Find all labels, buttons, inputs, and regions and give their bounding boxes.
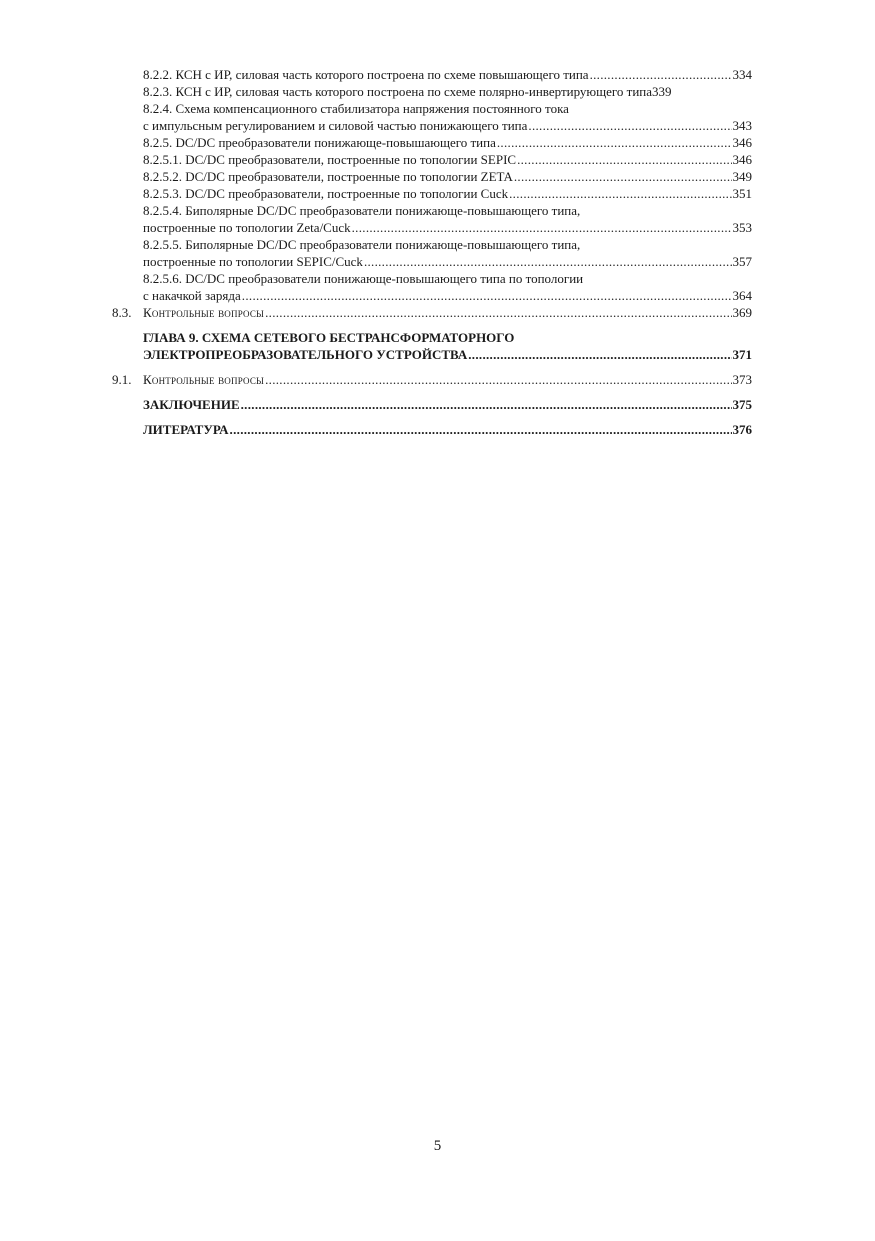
toc-page-number: 346	[732, 152, 752, 167]
toc-page-number: 373	[732, 372, 752, 387]
toc-section-entry	[112, 304, 752, 321]
toc-entry	[112, 219, 752, 236]
dot-leader	[352, 219, 732, 236]
dot-leader	[265, 304, 731, 321]
toc-entry-title: построенные по топологии Zeta/Cuck	[143, 220, 351, 235]
dot-leader	[364, 253, 732, 270]
toc-page-number: 351	[732, 186, 752, 201]
toc-chapter-title-line: ГЛАВА 9. СХЕМА СЕТЕВОГО БЕСТРАНСФОРМАТОРНОГО	[143, 330, 515, 345]
table-of-contents	[112, 66, 752, 438]
toc-chapter-title: ЭЛЕКТРОПРЕОБРАЗОВАТЕЛЬНОГО УСТРОЙСТВА	[143, 347, 468, 362]
toc-page-number: 339	[652, 84, 672, 99]
toc-entry-title: Контрольные вопросы	[143, 372, 265, 387]
toc-section-entry	[112, 371, 752, 388]
dot-leader	[509, 185, 731, 202]
dot-leader	[517, 151, 731, 168]
toc-entry-title-line: 8.2.5.4. Биполярные DC/DC преобразователи понижающе-повышающего типа,	[143, 203, 581, 218]
toc-references-entry	[112, 421, 752, 438]
toc-page-number: 364	[732, 288, 752, 303]
page-number: 5	[433, 1138, 442, 1154]
toc-page-number: 353	[732, 220, 752, 235]
toc-entry-title: 8.2.2. КСН с ИР, силовая часть которого построена по схеме повышающего типа	[143, 67, 589, 82]
toc-chapter-entry	[112, 346, 752, 363]
toc-entry	[112, 66, 752, 83]
toc-page-number: 371	[732, 347, 752, 362]
toc-entry-title: 8.2.5.1. DC/DC преобразователи, построенные по топологии SEPIC	[143, 152, 517, 167]
dot-leader	[241, 396, 732, 413]
toc-section-number: 8.3.	[112, 305, 132, 320]
toc-entry	[112, 134, 752, 151]
toc-page-number: 357	[732, 254, 752, 269]
dot-leader	[468, 346, 731, 363]
toc-entry	[112, 185, 752, 202]
toc-page-number: 369	[732, 305, 752, 320]
dot-leader	[242, 287, 732, 304]
dot-leader	[528, 117, 731, 134]
toc-entry	[112, 168, 752, 185]
toc-conclusion-entry	[112, 396, 752, 413]
toc-entry-title: Контрольные вопросы	[143, 305, 265, 320]
toc-entry-title: 8.2.5.3. DC/DC преобразователи, построенные по топологии Cuck	[143, 186, 509, 201]
toc-page-number: 349	[732, 169, 752, 184]
toc-entry	[112, 253, 752, 270]
toc-entry-title: ЛИТЕРАТУРА	[143, 422, 229, 437]
toc-page-number: 375	[732, 397, 752, 412]
toc-page-number: 376	[732, 422, 752, 437]
dot-leader	[265, 371, 731, 388]
toc-entry-title: ЗАКЛЮЧЕНИЕ	[143, 397, 240, 412]
toc-page-number: 346	[732, 135, 752, 150]
toc-entry-title: с накачкой заряда	[143, 288, 241, 303]
toc-entry-title: 8.2.5.2. DC/DC преобразователи, построенные по топологии ZETA	[143, 169, 513, 184]
toc-page-number: 343	[732, 118, 752, 133]
dot-leader	[590, 66, 732, 83]
toc-entry-title: построенные по топологии SEPIC/Cuck	[143, 254, 363, 269]
toc-page-number: 334	[732, 67, 752, 82]
toc-entry	[112, 83, 752, 100]
toc-entry-title-line: 8.2.5.5. Биполярные DC/DC преобразователи понижающе-повышающего типа,	[143, 237, 581, 252]
dot-leader	[497, 134, 732, 151]
dot-leader	[514, 168, 732, 185]
toc-entry	[112, 151, 752, 168]
toc-entry-title-line: 8.2.5.6. DC/DC преобразователи понижающе-повышающего типа по топологии	[143, 271, 584, 286]
toc-entry-title: 8.2.3. КСН с ИР, силовая часть которого построена по схеме полярно-инвертирующего типа	[143, 84, 653, 99]
dot-leader	[230, 421, 732, 438]
toc-entry-title: 8.2.5. DC/DC преобразователи понижающе-повышающего типа	[143, 135, 496, 150]
toc-entry-title: с импульсным регулированием и силовой частью понижающего типа	[143, 118, 528, 133]
toc-entry	[112, 117, 752, 134]
toc-section-number: 9.1.	[112, 372, 132, 387]
toc-entry-title-line: 8.2.4. Схема компенсационного стабилизатора напряжения постоянного тока	[143, 101, 569, 116]
toc-entry	[112, 287, 752, 304]
